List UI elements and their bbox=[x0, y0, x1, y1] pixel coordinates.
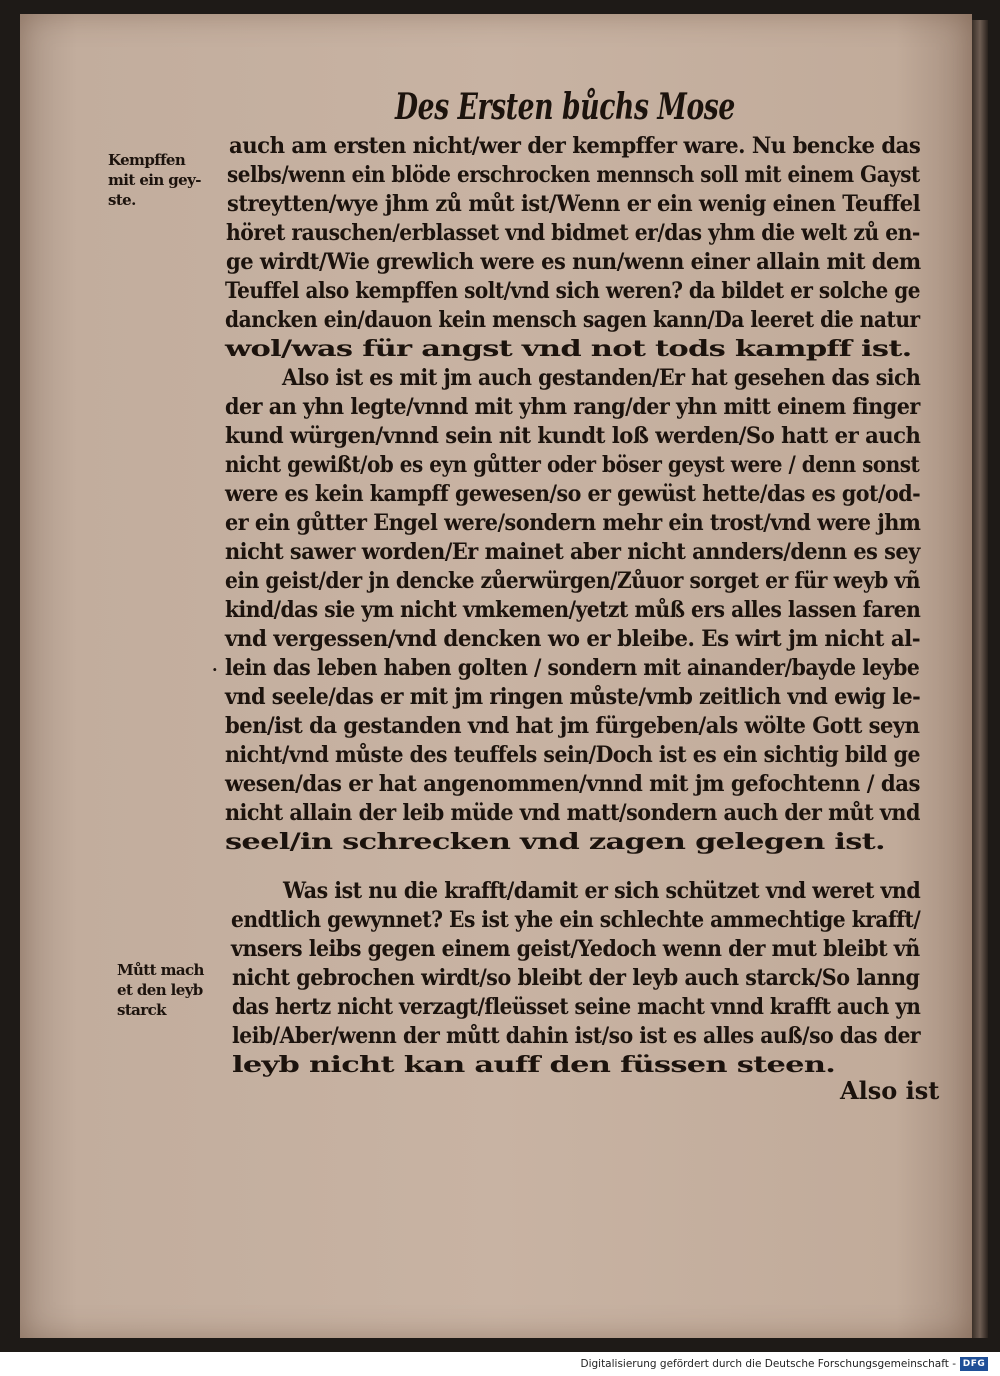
text-line: kind/das sie ym nicht vmkemen/yetzt můß ers alles lassen faren bbox=[225, 597, 921, 623]
text-line: nicht allain der leib müde vnd matt/sondern auch der můt vnd bbox=[225, 800, 920, 826]
text-line: leib/Aber/wenn der můtt dahin ist/so ist es alles auß/so das der bbox=[232, 1023, 921, 1049]
margin-note-line: starck bbox=[117, 1001, 166, 1019]
text-line: lein das leben haben golten / sondern mit ainander/bayde leybe bbox=[225, 655, 920, 681]
text-line: ben/ist da gestanden vnd hat jm fürgeben/als wölte Gott seyn bbox=[225, 713, 920, 739]
margin-note-line: Můtt mach bbox=[117, 961, 204, 979]
text-line: wesen/das er hat angenommen/vnnd mit jm gefochtenn / das bbox=[225, 771, 920, 797]
text-line: kund würgen/vnnd sein nit kundt loß werden/So hatt er auch bbox=[225, 423, 921, 449]
margin-note-line: et den leyb bbox=[117, 981, 203, 999]
running-header: Des Ersten bůchs Mose bbox=[395, 86, 735, 128]
text-line: ge wirdt/Wie grewlich were es nun/wenn einer allain mit dem bbox=[226, 249, 921, 275]
text-line: Teuffel also kempffen solt/vnd sich weren? da bildet er solche ge bbox=[225, 278, 920, 304]
catchword: Also ist bbox=[840, 1076, 940, 1105]
text-line: höret rauschen/erblasset vnd bidmet er/das yhm die welt zů en- bbox=[226, 220, 920, 246]
text-line: auch am ersten nicht/wer der kempffer ware. Nu bencke das bbox=[229, 133, 921, 159]
text-line: Was ist nu die krafft/damit er sich schützet vnd weret vnd bbox=[283, 878, 921, 904]
text-line: vnd vergessen/vnd dencken wo er bleibe. Es wirt jm nicht al- bbox=[225, 626, 921, 652]
text-line: das hertz nicht verzagt/fleüsset seine macht vnnd krafft auch yn bbox=[232, 994, 921, 1020]
text-line: streytten/wye jhm zů můt ist/Wenn er ein wenig einen Teuffel bbox=[227, 191, 921, 217]
text-line: selbs/wenn ein blöde erschrocken mennsch soll mit einem Gayst bbox=[227, 162, 920, 188]
text-line: er ein gůtter Engel were/sondern mehr ein trost/vnd were jhm bbox=[225, 510, 921, 536]
footer-credit: Digitalisierung gefördert durch die Deutsche Forschungsgemeinschaft - bbox=[580, 1358, 956, 1370]
margin-dot: . bbox=[212, 656, 218, 675]
text-line: ein geist/der jn dencke zůerwürgen/Zůuor sorget er für weyb vñ bbox=[225, 568, 920, 594]
text-line: endtlich gewynnet? Es ist yhe ein schlechte ammechtige krafft/ bbox=[231, 907, 921, 933]
text-line: leyb nicht kan auff den füssen steen. bbox=[232, 1052, 836, 1078]
margin-note-line: mit ein gey- bbox=[108, 171, 201, 189]
text-line: dancken ein/dauon kein mensch sagen kann/Da leeret die natur bbox=[225, 307, 920, 333]
margin-note-line: Kempffen bbox=[108, 151, 186, 169]
text-line: nicht gewißt/ob es eyn gůtter oder böser geyst were / denn sonst bbox=[225, 452, 920, 478]
margin-note-line: ste. bbox=[108, 191, 136, 209]
text-line: seel/in schrecken vnd zagen gelegen ist. bbox=[225, 829, 885, 855]
text-line: wol/was für angst vnd not tods kampff ist. bbox=[225, 336, 912, 362]
text-line: were es kein kampff gewesen/so er gewüst hette/das es got/od- bbox=[225, 481, 921, 507]
dfg-logo[interactable]: DFG bbox=[960, 1357, 988, 1371]
margin-note-1 bbox=[108, 150, 201, 210]
text-line: nicht/vnd můste des teuffels sein/Doch ist es ein sichtig bild ge bbox=[225, 742, 920, 768]
text-line: nicht sawer worden/Er mainet aber nicht annders/denn es sey bbox=[225, 539, 920, 565]
text-line: der an yhn legte/vnnd mit yhm rang/der yhn mitt einem finger bbox=[225, 394, 920, 420]
text-line: nicht gebrochen wirdt/so bleibt der leyb auch starck/So lanng bbox=[232, 965, 920, 991]
margin-note-2 bbox=[117, 960, 204, 1020]
text-line: vnd seele/das er mit jm ringen můste/vmb zeitlich vnd ewig le- bbox=[225, 684, 921, 710]
text-line: vnsers leibs gegen einem geist/Yedoch wenn der mut bleibt vñ bbox=[231, 936, 920, 962]
text-line: Also ist es mit jm auch gestanden/Er hat gesehen das sich bbox=[282, 365, 921, 391]
